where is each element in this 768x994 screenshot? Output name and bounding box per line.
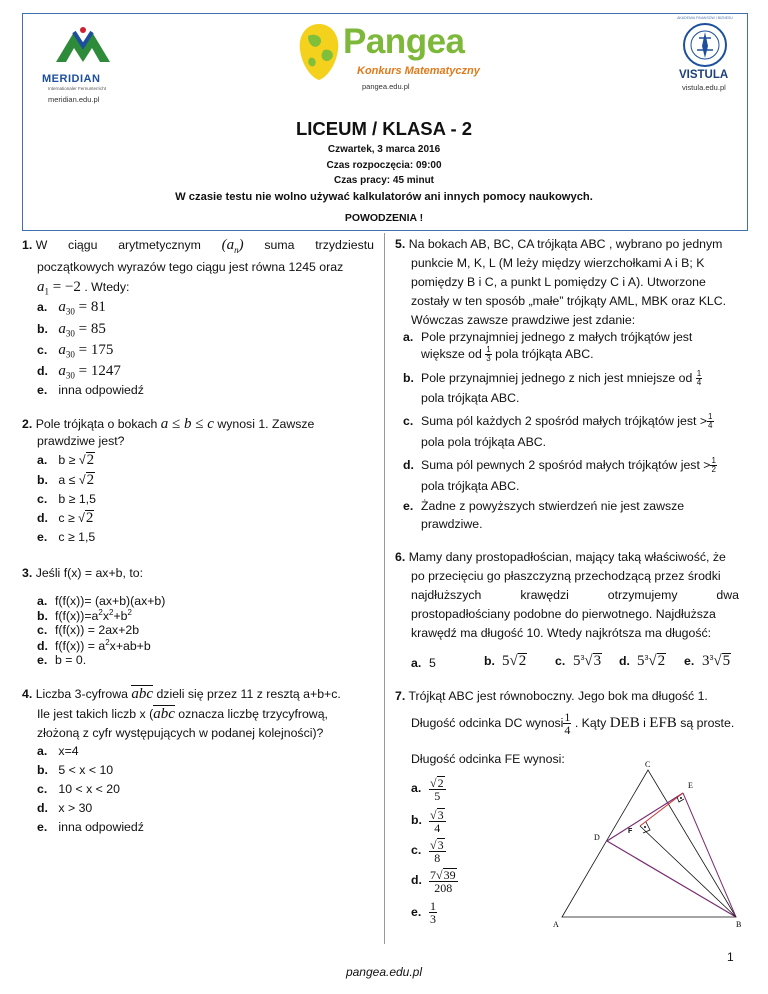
q6-line-2: po przecięciu go płaszczyzną przechodzącą przez środki [411,569,721,583]
q1-number: 1. [22,238,33,252]
q3-option-b[interactable]: b. $f(f(x))=a^2x^2+b^2$ [37,608,132,624]
q7-option-a[interactable]: a. $\frac{√2}{5}$ [411,776,444,803]
q5-option-e[interactable]: e. Żadne z powyższych stwierdzeń nie jest zawsze [403,499,685,513]
meridian-logo [52,22,114,72]
label-d: D [594,833,600,842]
triangle-abc [562,770,736,917]
q1-word: ciągu [68,238,98,252]
warning-text: W czasie testu nie wolno używać kalkulatorów ani innych pomocy naukowych. [175,191,593,203]
q6-line-5: krawędź ma długość 10. Wtedy najkrótsza ma długość: [411,626,712,640]
good-luck: POWODZENIA ! [344,212,424,224]
pangea-subtitle: Konkurs Matematyczny [357,65,480,77]
q1-option-c[interactable]: c. $a_{30} = 175$ [37,342,114,360]
q2-line-1: 2. Pole trójkąta o bokach a ≤ b ≤ c wynosi 1. Zawsze [22,416,315,432]
q1-option-e[interactable]: e. inna odpowiedź [37,383,144,397]
q6-line-4: prostopadłościany podobne do pierwotnego. Najdłuższa [411,607,716,621]
q5-option-b-cont: pola trójkąta ABC. [421,391,520,405]
right-angle-dot-f [644,826,646,828]
right-angle-dot-e [680,797,682,799]
meridian-tagline: Internationaler Fernunterricht [48,86,107,91]
q4-line-2: Ile jest takich liczb x (abc oznacza liczbę trzycyfrową, [37,706,328,722]
q4-option-b[interactable]: b. 5 < x < 10 [37,763,114,777]
q5-line-3: pomiędzy B i C, a punkt L pomiędzy C i A). Utworzone [411,275,706,289]
q4-option-c[interactable]: c. 10 < x < 20 [37,782,120,796]
q1-word: suma [264,238,295,252]
q1-line-1 [22,237,374,255]
q5-option-d[interactable]: d. Suma pól pewnych 2 spośród małych trójkątów jest > $\frac{1}{2}$ [403,456,716,474]
q6-option-c[interactable]: c. $5^3√3$ [555,653,602,669]
q2-option-c[interactable]: c. b ≥ 1,5 [37,492,96,506]
triangle-figure [550,760,750,930]
vistula-name: VISTULA [679,69,729,81]
q6-option-a[interactable]: a. 5 [411,656,436,670]
q7-line-1: 7. Trójkąt ABC jest równoboczny. Jego bok ma długość 1. [395,689,708,703]
q5-option-a-cont: większe od $\frac{1}{3}$ pola trójkąta ABC. [421,345,594,363]
q1-option-b[interactable]: b. $a_{30} = 85$ [37,321,106,339]
q4-option-e[interactable]: e. inna odpowiedź [37,820,144,834]
q7-option-b[interactable]: b. $\frac{√3}{4}$ [411,808,444,835]
q4-line-3: złożoną z cyfr występujących w podanej kolejności)? [37,726,324,740]
q5-line-4: zostały w ten sposób „małe” trójkąty AML, MBK oraz KLC. [411,294,727,308]
q7-option-c[interactable]: c. $\frac{√3}{8}$ [411,838,444,865]
label-a: A [553,920,559,929]
q7-line-3: Długość odcinka FE wynosi: [411,752,565,766]
q5-option-d-cont: pola trójkąta ABC. [421,479,520,493]
q2-option-d[interactable]: d. c ≥ √2 [37,510,94,526]
q1-word: W [35,238,48,252]
q2-option-b[interactable]: b. a ≤ √2 [37,472,95,488]
q5-line-1: 5. Na bokach AB, BC, CA trójkąta ABC , wybrano po jednym [395,237,723,251]
vistula-logo [675,20,735,70]
q1-line-3: $a_1 = -2$ . Wtedy: [37,279,130,297]
q7-option-e[interactable]: e. $\frac{1}{3}$ [411,899,436,926]
q3-option-c[interactable]: c. f(f(x)) = 2ax+2b [37,623,140,637]
q5-option-c[interactable]: c. Suma pól każdych 2 spośród małych trójkątów jest > $\frac{1}{4}$ [403,412,713,430]
label-e: E [688,781,693,790]
q5-option-c-cont: pola pola trójkąta ABC. [421,435,547,449]
right-angle-f [643,822,650,833]
segment-eb [683,793,736,917]
q3-option-a[interactable]: a. f(f(x))= (ax+b)(ax+b) [37,594,166,608]
q4-line-1: 4. Liczba 3-cyfrowa abc dzieli się przez 11 z resztą a+b+c. [22,686,341,702]
q5-line-5: Wówczas zawsze prawdziwe jest zdanie: [411,313,636,327]
q2-option-e[interactable]: e. c ≥ 1,5 [37,530,96,544]
label-f: F [628,828,633,835]
label-c: C [645,760,651,769]
q7-line-2: Długość odcinka DC wynosi $\frac{1}{4}$ . Kąty DEB i EFB są proste. [411,710,735,737]
q1-word: arytmetycznym [118,238,201,252]
meridian-name: MERIDIAN [42,73,101,85]
q1-line-2: początkowych wyrazów tego ciągu jest równa 1245 oraz [37,260,344,274]
q5-option-a[interactable]: a. Pole przynajmniej jednego z małych trójkątów jest [403,330,693,344]
page-number: 1 [727,950,734,964]
column-divider [384,233,385,944]
meridian-site: meridian.edu.pl [48,95,100,104]
q6-option-e[interactable]: e. $3^3√5$ [684,653,731,669]
segment-de [607,793,683,841]
segment-fb [640,826,736,917]
q4-option-a[interactable]: a. x=4 [37,744,79,758]
q1-word: trzydziestu [315,238,374,252]
q7-option-d[interactable]: d. $\frac{7√39}{208}$ [411,868,456,895]
pangea-name: Pangea [343,22,465,61]
segment-db [607,841,736,917]
q6-option-b[interactable]: b. 5√2 [484,653,527,669]
q6-line-3: najdłuższych krawędzi otrzymujemy dwa [411,588,739,602]
q6-line-1: 6. Mamy dany prostopadłościan, mający taką właściwość, że [395,550,726,564]
q3-line-1: 3. Jeśli f(x) = ax+b, to: [22,566,143,580]
exam-duration: Czas pracy: 45 minut [333,175,435,186]
q1-option-a[interactable]: a. $a_{30} = 81$ [37,299,106,317]
q5-option-e-cont: prawdziwe. [421,517,483,531]
footer-site: pangea.edu.pl [345,965,423,979]
label-b: B [736,920,742,929]
page-title: LICEUM / KLASA - 2 [295,118,473,139]
vistula-site: vistula.edu.pl [682,83,726,92]
q3-option-e[interactable]: e. b = 0. [37,653,87,667]
pangea-logo [296,22,342,82]
exam-start: Czas rozpoczęcia: 09:00 [326,160,442,171]
q2-line-2: prawdziwe jest? [37,434,125,448]
segment-ef [640,793,683,826]
q1-option-d[interactable]: d. $a_{30} = 1247$ [37,363,121,381]
q5-option-b[interactable]: b. Pole przynajmniej jednego z nich jest mniejsze od $\frac{1}{4}$ [403,369,702,387]
q1-sequence: $(a_n)$ [221,237,244,255]
pangea-site: pangea.edu.pl [362,82,410,91]
exam-date: Czwartek, 3 marca 2016 [327,144,441,155]
q4-option-d[interactable]: d. x > 30 [37,801,93,815]
q2-option-a[interactable]: a. b ≥ √2 [37,452,95,468]
q6-option-d[interactable]: d. $5^3√2$ [619,653,666,669]
q5-line-2: punkcie M, K, L (M leży między wierzchołkami A i B; K [411,256,705,270]
vistula-ring-text: AKADEMIA FINANSÓW I BIZNESU [677,16,733,20]
q3-option-d[interactable]: d. $f(f(x)) = a^2x+ab+b$ [37,638,151,654]
